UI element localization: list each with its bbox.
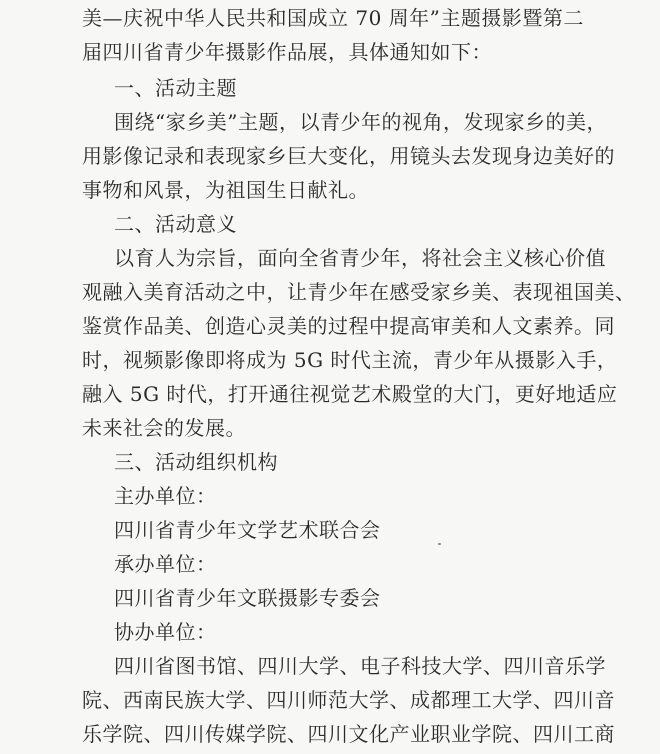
section-heading: 三、活动组织机构	[114, 450, 278, 474]
undertaker-value: 四川省青少年文联摄影专委会	[114, 586, 381, 610]
intro-line: 届四川省青少年摄影作品展，具体通知如下：	[82, 40, 492, 64]
organizer-value: 四川省青少年文学艺术联合会	[114, 518, 381, 542]
organizer-label: 主办单位：	[114, 484, 217, 508]
paragraph-line: 观融入美育活动之中，让青少年在感受家乡美、表现祖国美、	[82, 280, 636, 304]
coorganizer-line: 乐学院、四川传媒学院、四川文化产业职业学院、四川工商	[82, 722, 615, 746]
paragraph-line: 围绕“家乡美”主题，以青少年的视角，发现家乡的美，	[114, 110, 607, 134]
paragraph-line: 未来社会的发展。	[82, 416, 246, 440]
paragraph-line: 鉴赏作品美、创造心灵美的过程中提高审美和人文素养。同	[82, 314, 615, 338]
undertaker-label: 承办单位：	[114, 552, 217, 576]
scan-speck	[438, 543, 441, 545]
paragraph-line: 用影像记录和表现家乡巨大变化，用镜头去发现身边美好的	[82, 144, 615, 168]
section-heading: 一、活动主题	[114, 76, 237, 100]
paragraph-line: 事物和风景，为祖国生日献礼。	[82, 178, 369, 202]
intro-line: 美—庆祝中华人民共和国成立 70 周年”主题摄影暨第二	[82, 6, 584, 30]
paragraph-line: 以育人为宗旨，面向全省青少年，将社会主义核心价值	[114, 246, 606, 270]
coorganizer-label: 协办单位：	[114, 620, 217, 644]
paragraph-line: 时，视频影像即将成为 5G 时代主流，青少年从摄影入手，	[82, 348, 618, 372]
section-heading: 二、活动意义	[114, 212, 237, 236]
paragraph-line: 融入 5G 时代，打开通往视觉艺术殿堂的大门，更好地适应	[82, 382, 618, 406]
coorganizer-line: 院、西南民族大学、四川师范大学、成都理工大学、四川音	[82, 688, 615, 712]
coorganizer-line: 四川省图书馆、四川大学、电子科技大学、四川音乐学	[114, 654, 606, 678]
